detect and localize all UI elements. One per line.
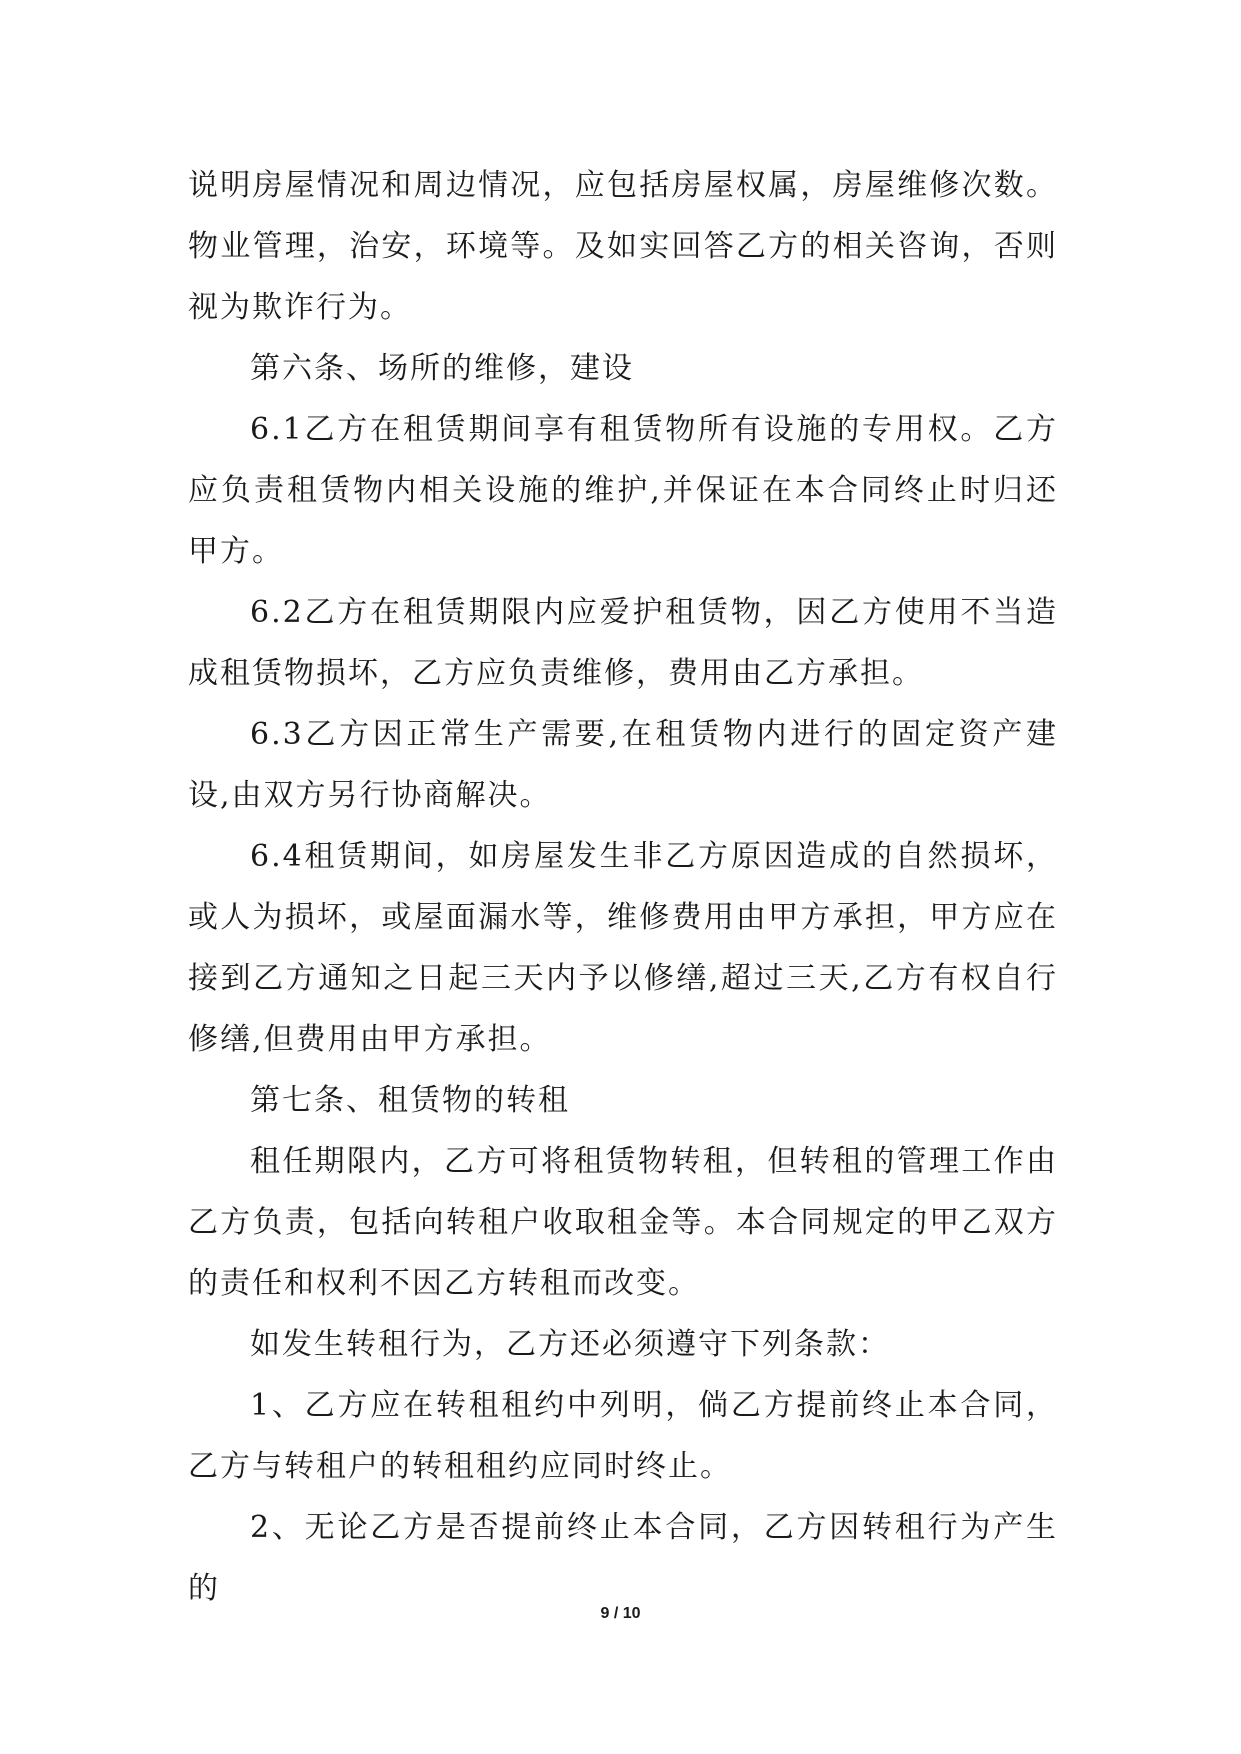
- clause-7-item-1: 1、乙方应在转租租约中列明，倘乙方提前终止本合同，乙方与转租户的转租租约应同时终止。: [188, 1388, 1058, 1484]
- clause-6-3: 6.3乙方因正常生产需要,在租赁物内进行的固定资产建设,由双方另行协商解决。: [188, 717, 1058, 813]
- clause-7-item-2: 2、无论乙方是否提前终止本合同，乙方因转租行为产生的: [188, 1510, 1058, 1606]
- clause-6-2: 6.2乙方在租赁期限内应爱护租赁物，因乙方使用不当造成租赁物损坏，乙方应负责维修，费用由乙方承担。: [188, 595, 1058, 691]
- clause-6-4: 6.4租赁期间，如房屋发生非乙方原因造成的自然损坏，或人为损坏，或屋面漏水等，维修费用由甲方承担，甲方应在接到乙方通知之日起三天内予以修缮,超过三天,乙方有权自行修缮,但费用由甲方承担。: [188, 839, 1058, 1057]
- page-number: 9 / 10: [600, 1605, 641, 1622]
- section-heading-6: 第六条、场所的维修，建设: [250, 351, 634, 386]
- paragraph-1: 说明房屋情况和周边情况，应包括房屋权属，房屋维修次数。物业管理，治安，环境等。及如实回答乙方的相关咨询，否则视为欺诈行为。: [188, 168, 1058, 325]
- section-heading-7: 第七条、租赁物的转租: [250, 1083, 570, 1118]
- document-body: [188, 155, 1058, 1619]
- clause-6-1: 6.1乙方在租赁期间享有租赁物所有设施的专用权。乙方应负责租赁物内相关设施的维护,并保证在本合同终止时归还甲方。: [188, 412, 1058, 569]
- clause-7-intro: 如发生转租行为，乙方还必须遵守下列条款：: [250, 1327, 890, 1362]
- clause-7-body: 租任期限内，乙方可将租赁物转租，但转租的管理工作由乙方负责，包括向转租户收取租金等。本合同规定的甲乙双方的责任和权利不因乙方转租而改变。: [188, 1144, 1058, 1301]
